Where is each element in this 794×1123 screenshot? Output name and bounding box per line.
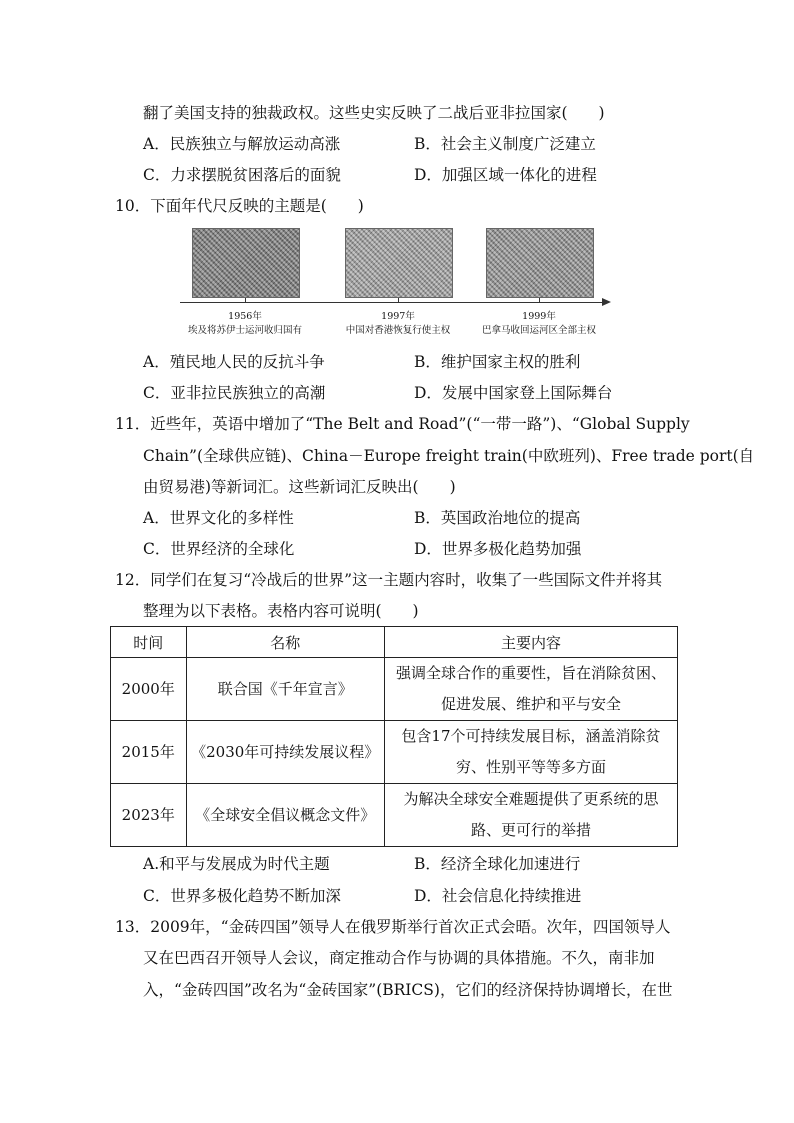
q10-timeline <box>180 228 612 336</box>
timeline-event: 巴拿马收回运河区全部主权 <box>481 325 596 336</box>
table-header-row <box>111 627 678 658</box>
table-header-time: 时间 <box>111 627 187 658</box>
table-cell-time: 2015年 <box>111 721 187 784</box>
timeline-tick <box>539 298 540 303</box>
q10-option-b[interactable]: B．维护国家主权的胜利 <box>414 353 581 371</box>
suez-canal-photo <box>192 228 300 298</box>
timeline-arrow-icon <box>602 298 611 306</box>
panama-canal-photo <box>486 228 594 298</box>
q11-stem-line-1: 11．近些年，英语中增加了“The Belt and Road”(“一带一路”)、“Global Supply <box>115 415 690 433</box>
q12-option-d[interactable]: D．社会信息化持续推进 <box>414 887 582 905</box>
hong-kong-handover-photo <box>345 228 453 298</box>
q11-option-d[interactable]: D．世界多极化趋势加强 <box>414 540 582 558</box>
q13-stem-line-1: 13．2009年，“金砖四国”领导人在俄罗斯举行首次正式会晤。次年，四国领导人 <box>115 918 671 936</box>
table-cell-content <box>384 658 677 721</box>
table-row <box>111 658 678 721</box>
q13-stem-line-3: 入，“金砖四国”改名为“金砖国家”(BRICS)，它们的经济保持协调增长，在世 <box>143 981 673 999</box>
content-line-1: 强调全球合作的重要性，旨在消除贫困、 <box>395 664 666 682</box>
timeline-year: 1956年 <box>228 311 262 322</box>
timeline-year: 1999年 <box>522 311 556 322</box>
q9-option-b[interactable]: B．社会主义制度广泛建立 <box>414 135 596 153</box>
content-line-1: 包含17个可持续发展目标，涵盖消除贫 <box>401 727 661 745</box>
table-cell-name: 联合国《千年宣言》 <box>186 658 384 721</box>
q10-option-a[interactable]: A．殖民地人民的反抗斗争 <box>143 353 325 371</box>
content-line-2: 路、更可行的举措 <box>470 821 591 839</box>
q9-option-a[interactable]: A．民族独立与解放运动高涨 <box>143 135 341 153</box>
q11-stem-line-3: 由贸易港)等新词汇。这些新词汇反映出( ) <box>143 478 456 496</box>
table-cell-time: 2023年 <box>111 784 187 847</box>
q12-option-c[interactable]: C．世界多极化趋势不断加深 <box>143 887 341 905</box>
timeline-event: 中国对香港恢复行使主权 <box>345 325 451 336</box>
q9-stem-continuation: 翻了美国支持的独裁政权。这些史实反映了二战后亚非拉国家( ) <box>143 104 605 122</box>
q10-stem: 10．下面年代尺反映的主题是( ) <box>115 197 364 215</box>
table-row <box>111 721 678 784</box>
q13-stem-line-2: 又在巴西召开领导人会议，商定推动合作与协调的具体措施。不久，南非加 <box>143 949 655 967</box>
timeline-tick <box>245 298 246 303</box>
q11-option-b[interactable]: B．英国政治地位的提高 <box>414 509 581 527</box>
content-line-2: 穷、性别平等等多方面 <box>455 758 606 776</box>
q12-documents-table <box>110 626 678 847</box>
content-line-2: 促进发展、维护和平与安全 <box>440 695 621 713</box>
timeline-event: 埃及将苏伊士运河收归国有 <box>187 325 302 336</box>
table-cell-name: 《2030年可持续发展议程》 <box>186 721 384 784</box>
table-cell-content <box>384 784 677 847</box>
table-row <box>111 784 678 847</box>
timeline-tick <box>398 298 399 303</box>
q9-option-c[interactable]: C．力求摆脱贫困落后的面貌 <box>143 166 341 184</box>
table-cell-time: 2000年 <box>111 658 187 721</box>
timeline-year: 1997年 <box>381 311 415 322</box>
table-cell-name: 《全球安全倡议概念文件》 <box>186 784 384 847</box>
q12-stem-line-1: 12．同学们在复习“冷战后的世界”这一主题内容时，收集了一些国际文件并将其 <box>115 571 663 589</box>
q10-option-c[interactable]: C．亚非拉民族独立的高潮 <box>143 384 326 402</box>
q12-stem-line-2: 整理为以下表格。表格内容可说明( ) <box>143 602 419 620</box>
timeline-axis <box>180 302 604 303</box>
q12-option-b[interactable]: B．经济全球化加速进行 <box>414 855 581 873</box>
q10-option-d[interactable]: D．发展中国家登上国际舞台 <box>414 384 613 402</box>
q11-option-a[interactable]: A．世界文化的多样性 <box>143 509 294 527</box>
table-cell-content <box>384 721 677 784</box>
q11-stem-line-2: Chain”(全球供应链)、China－Europe freight train(中欧班列)、Free trade port(自 <box>143 447 755 465</box>
content-line-1: 为解决全球安全难题提供了更系统的思 <box>403 790 659 808</box>
q9-option-d[interactable]: D．加强区域一体化的进程 <box>414 166 597 184</box>
table-header-content: 主要内容 <box>384 627 677 658</box>
table-header-name: 名称 <box>186 627 384 658</box>
q12-option-a[interactable]: A.和平与发展成为时代主题 <box>143 855 330 873</box>
q11-option-c[interactable]: C．世界经济的全球化 <box>143 540 295 558</box>
